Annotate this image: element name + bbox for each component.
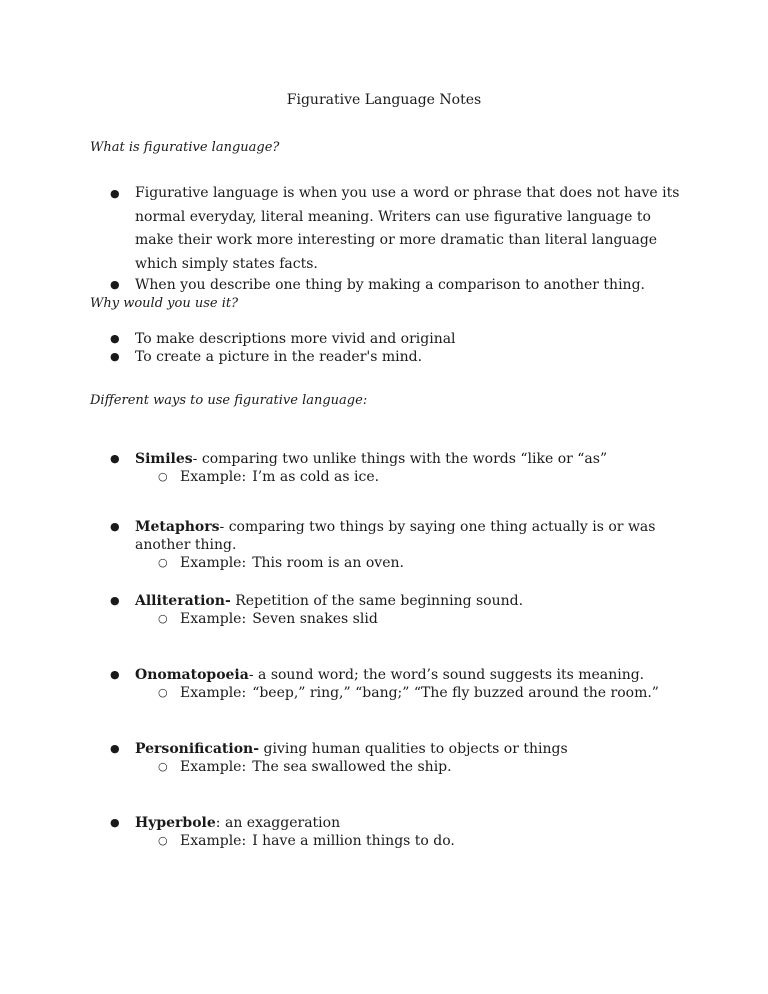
section-heading-ways: Different ways to use figurative language:: [90, 393, 368, 408]
section-heading-what: What is figurative language?: [90, 140, 280, 155]
example-label: Example:: [180, 833, 247, 849]
term-name: Metaphors: [135, 519, 220, 535]
term-line: [110, 450, 710, 468]
term-name: Alliteration-: [135, 593, 231, 609]
term-line: [110, 518, 710, 554]
term-personification: [110, 740, 710, 776]
term-definition: comparing two things by saying one thing actually is or was another thing.: [135, 519, 656, 553]
term-separator: -: [248, 667, 259, 683]
example-line: [110, 684, 710, 702]
list-item: ● To create a picture in the reader's mind.: [110, 348, 680, 366]
term-hyperbole: [110, 814, 710, 850]
term-separator: -: [219, 519, 229, 535]
term-name: Similes: [135, 451, 193, 467]
section-heading-why: Why would you use it?: [90, 296, 239, 311]
example-label: Example:: [180, 759, 247, 775]
section-why-list: [110, 330, 680, 366]
term-definition: comparing two unlike things with the words “like or “as”: [201, 451, 608, 467]
term-separator: :: [215, 815, 225, 831]
example-text: This room is an oven.: [252, 555, 404, 571]
example-line: [110, 610, 710, 628]
list-item: ● Figurative language is when you use a word or phrase that does not have its normal everyday, literal meaning. Writers can use figurative language to make their work more interesting or more dramatic than literal language which simply states facts.: [110, 182, 680, 276]
list-item: ● To make descriptions more vivid and original: [110, 330, 680, 348]
term-definition: a sound word; the word’s sound suggests its meaning.: [258, 667, 645, 683]
example-label: Example:: [180, 611, 247, 627]
example-label: Example:: [180, 685, 247, 701]
term-separator: -: [192, 451, 202, 467]
example-line: [110, 468, 710, 486]
term-definition: Repetition of the same beginning sound.: [235, 593, 524, 609]
example-line: [110, 758, 710, 776]
example-text: The sea swallowed the ship.: [252, 759, 452, 775]
term-name: Onomatopoeia: [135, 667, 249, 683]
example-label: Example:: [180, 555, 247, 571]
example-text: “beep,” ring,” “bang;” “The fly buzzed around the room.”: [252, 685, 659, 701]
term-similes: [110, 450, 710, 486]
term-name: Personification-: [135, 741, 260, 757]
section-what-list: [110, 182, 680, 294]
term-definition: giving human qualities to objects or things: [263, 741, 568, 757]
list-item: ● When you describe one thing by making a comparison to another thing.: [110, 276, 680, 294]
example-text: Seven snakes slid: [252, 611, 378, 627]
term-line: [110, 814, 710, 832]
term-line: [110, 740, 710, 758]
term-definition: an exaggeration: [224, 815, 341, 831]
document-title: Figurative Language Notes: [286, 92, 482, 108]
example-label: Example:: [180, 469, 247, 485]
term-line: [110, 666, 710, 684]
term-line: [110, 592, 710, 610]
example-text: I’m as cold as ice.: [252, 469, 380, 485]
term-name: Hyperbole: [135, 815, 216, 831]
term-alliteration: [110, 592, 710, 628]
example-line: [110, 554, 710, 572]
example-line: [110, 832, 710, 850]
term-onomatopoeia: [110, 666, 710, 702]
term-metaphors: [110, 518, 710, 572]
example-text: I have a million things to do.: [252, 833, 455, 849]
